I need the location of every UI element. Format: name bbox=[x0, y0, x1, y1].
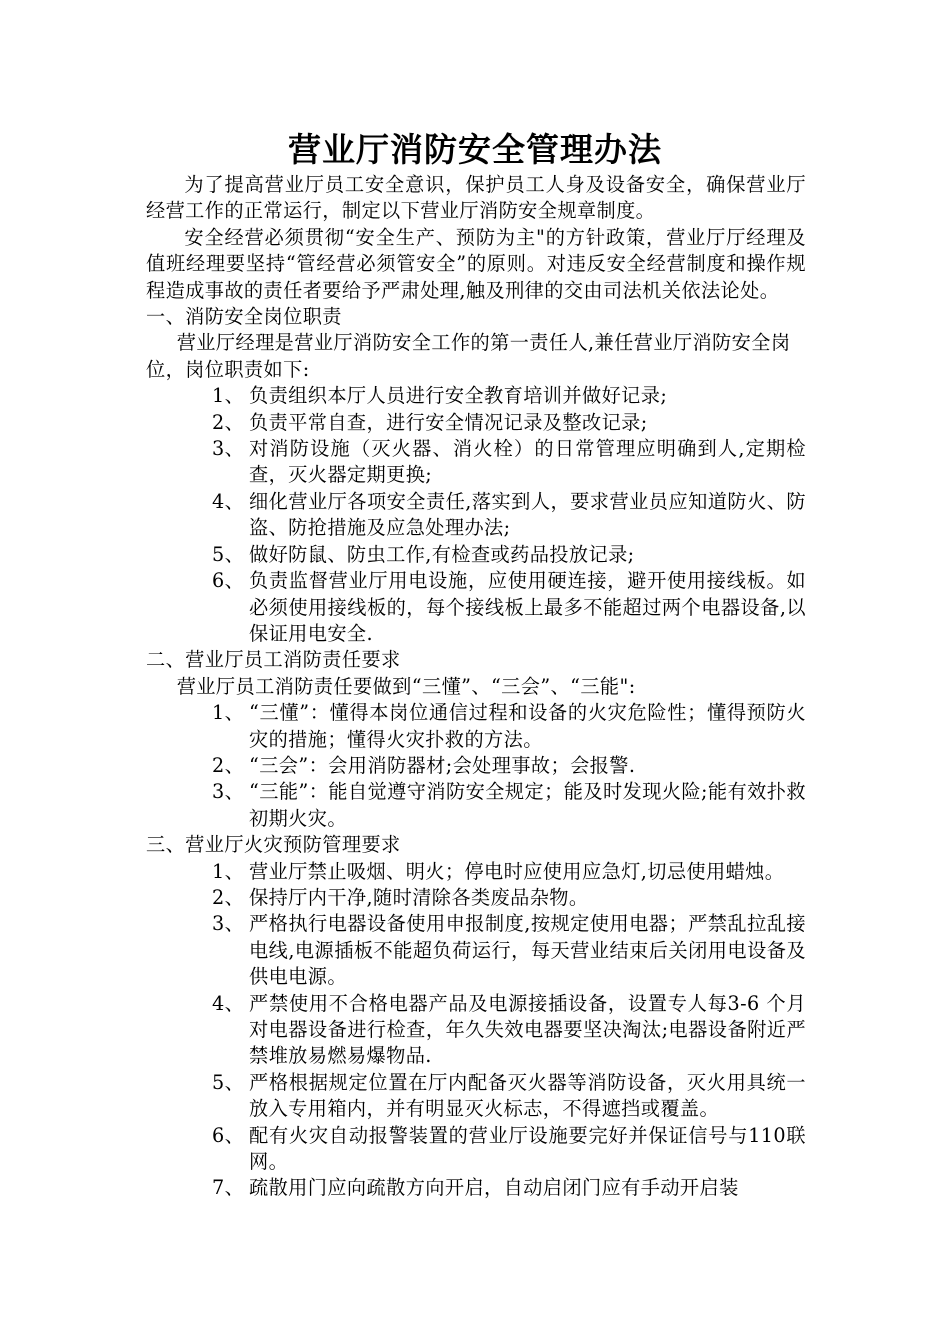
list-item bbox=[146, 991, 806, 1070]
list-item-text: “三懂”：懂得本岗位通信过程和设备的火灾危险性；懂得预防火灾的措施；懂得火灾扑救的方法。 bbox=[249, 701, 806, 751]
list-item bbox=[146, 911, 806, 990]
list-item-number: 4、 bbox=[212, 489, 245, 513]
document-title: 营业厅消防安全管理办法 bbox=[288, 130, 662, 169]
list-item bbox=[146, 410, 806, 436]
list-item-text: 严格执行电器设备使用申报制度,按规定使用电器；严禁乱拉乱接电线,电源插板不能超负荷运行，每天营业结束后关闭用电设备及供电电源。 bbox=[249, 912, 806, 989]
section-list bbox=[146, 700, 806, 832]
list-item bbox=[146, 859, 806, 885]
section-list bbox=[146, 383, 806, 647]
section-list bbox=[146, 859, 806, 1202]
list-item bbox=[146, 489, 806, 542]
list-item-number: 3、 bbox=[212, 780, 245, 804]
list-item-number: 3、 bbox=[212, 912, 245, 936]
list-item bbox=[146, 885, 806, 911]
list-item bbox=[146, 1175, 806, 1201]
document-body bbox=[146, 172, 806, 1202]
list-item-text: “三能”：能自觉遵守消防安全规定；能及时发现火险;能有效扑救初期火灾。 bbox=[249, 780, 806, 830]
list-item-text: 负责平常自查，进行安全情况记录及整改记录; bbox=[249, 410, 648, 434]
list-item-text: 做好防鼠、防虫工作,有检查或药品投放记录; bbox=[249, 542, 635, 566]
list-item bbox=[146, 436, 806, 489]
list-item-text: 配有火灾自动报警装置的营业厅设施要完好并保证信号与110联网。 bbox=[249, 1123, 806, 1174]
intro-paragraph: 为了提高营业厅员工安全意识，保护员工人身及设备安全，确保营业厅经营工作的正常运行，制定以下营业厅消防安全规章制度。 bbox=[146, 173, 806, 223]
list-item-text: 保持厅内干净,随时清除各类废品杂物。 bbox=[249, 885, 589, 909]
list-item-number: 7、 bbox=[212, 1176, 245, 1200]
list-item-text: 负责监督营业厅用电设施，应使用硬连接，避开使用接线板。如必须使用接线板的，每个接线板上最多不能超过两个电器设备,以保证用电安全. bbox=[249, 569, 806, 645]
list-item bbox=[146, 568, 806, 647]
list-item-number: 1、 bbox=[212, 384, 245, 408]
list-item bbox=[146, 753, 806, 779]
section-heading: 一、消防安全岗位职责 bbox=[146, 305, 342, 329]
list-item-number: 5、 bbox=[212, 542, 245, 566]
list-item bbox=[146, 542, 806, 568]
list-item-number: 1、 bbox=[212, 859, 245, 883]
list-item-number: 6、 bbox=[212, 569, 245, 593]
list-item bbox=[146, 383, 806, 409]
list-item-text: 对消防设施（灭火器、消火栓）的日常管理应明确到人,定期检查，灭火器定期更换; bbox=[249, 437, 806, 487]
list-item-text: 营业厅禁止吸烟、明火；停电时应使用应急灯,切忌使用蜡烛。 bbox=[249, 859, 785, 883]
list-item bbox=[146, 1123, 806, 1176]
section-heading: 二、营业厅员工消防责任要求 bbox=[146, 648, 401, 672]
list-item-number: 1、 bbox=[212, 701, 245, 725]
list-item-number: 2、 bbox=[212, 885, 245, 909]
list-item bbox=[146, 1070, 806, 1123]
list-item-text: 疏散用门应向疏散方向开启，自动启闭门应有手动开启装 bbox=[249, 1176, 739, 1200]
list-item-number: 6、 bbox=[212, 1123, 245, 1147]
list-item bbox=[146, 779, 806, 832]
section-intro: 营业厅员工消防责任要做到“三懂”、“三会”、“三能": bbox=[176, 674, 636, 698]
list-item-text: 负责组织本厅人员进行安全教育培训并做好记录; bbox=[249, 384, 668, 408]
list-item-number: 4、 bbox=[212, 991, 245, 1015]
list-item-number: 2、 bbox=[212, 753, 245, 777]
list-item-number: 5、 bbox=[212, 1070, 245, 1094]
intro-paragraph: 安全经营必须贯彻“安全生产、预防为主"的方针政策，营业厅厅经理及值班经理要坚持“管经营必须管安全”的原则。对违反安全经营制度和操作规程造成事故的责任者要给予严肃处理,触及刑律的交由司法机关依法论处。 bbox=[146, 225, 806, 302]
list-item-number: 2、 bbox=[212, 410, 245, 434]
list-item-text: 细化营业厅各项安全责任,落实到人，要求营业员应知道防火、防盗、防抢措施及应急处理办法; bbox=[249, 489, 806, 540]
list-item-number: 3、 bbox=[212, 437, 245, 461]
list-item-text: “三会”：会用消防器材;会处理事故；会报警. bbox=[249, 753, 636, 777]
list-item-text: 严格根据规定位置在厅内配备灭火器等消防设备，灭火用具统一放入专用箱内，并有明显灭火标志，不得遮挡或覆盖。 bbox=[249, 1070, 806, 1121]
section-heading: 三、营业厅火灾预防管理要求 bbox=[146, 833, 401, 857]
list-item-text: 严禁使用不合格电器产品及电源接插设备，设置专人每3-6 个月对电器设备进行检查，年久失效电器要坚决淘汰;电器设备附近严禁堆放易燃易爆物品. bbox=[249, 991, 806, 1068]
section-intro: 营业厅经理是营业厅消防安全工作的第一责任人,兼任营业厅消防安全岗位，岗位职责如下: bbox=[146, 331, 791, 381]
list-item bbox=[146, 700, 806, 753]
